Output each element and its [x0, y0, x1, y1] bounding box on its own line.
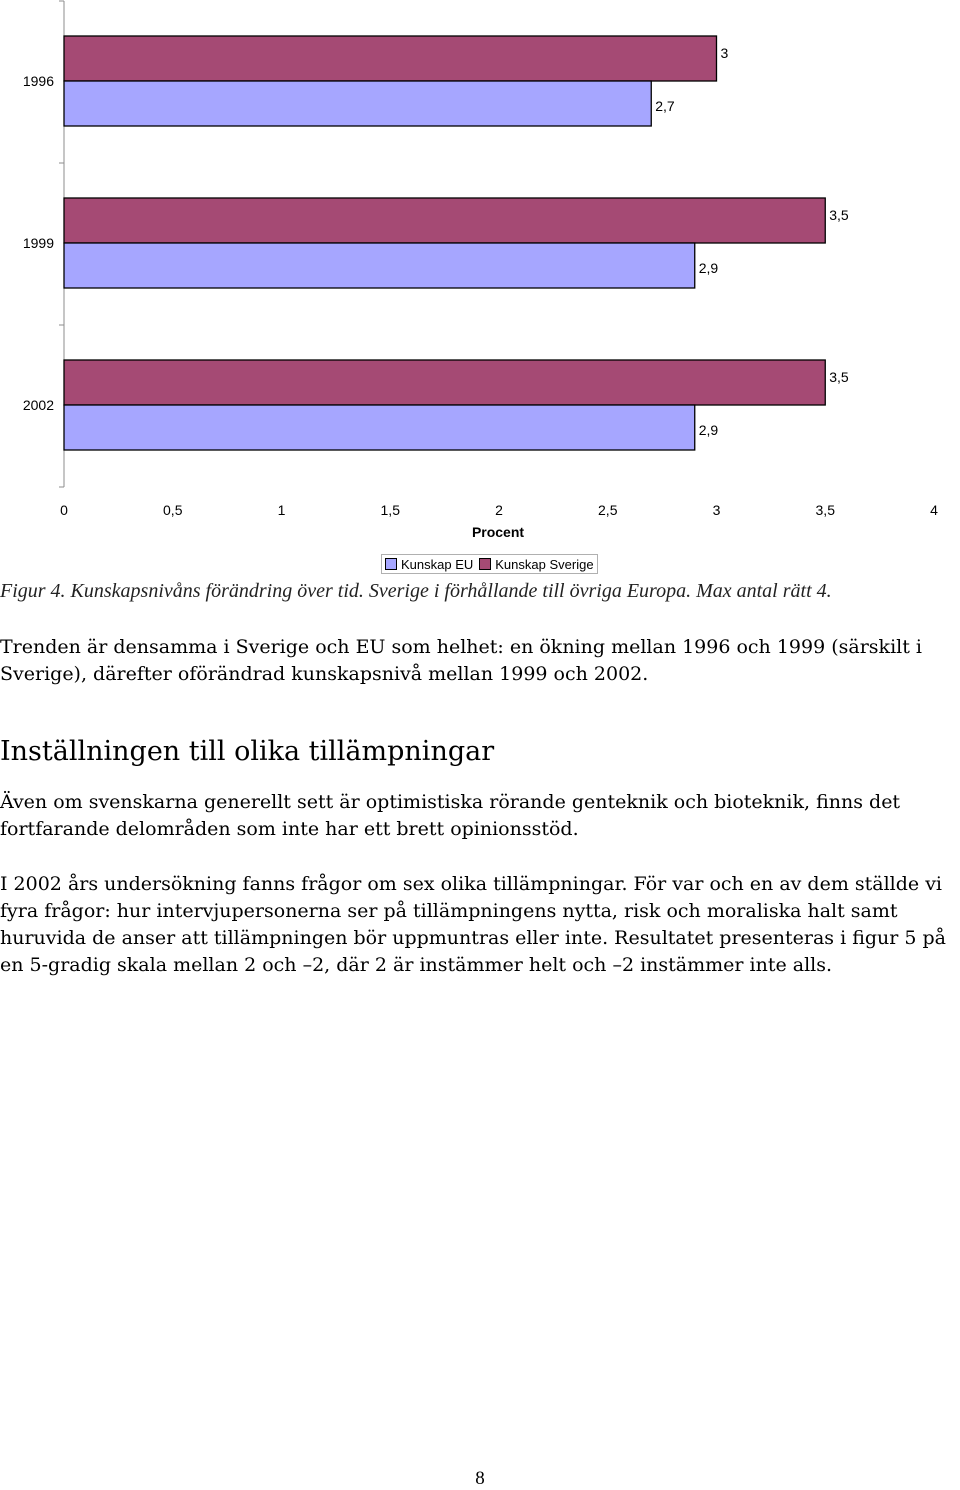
data-label-kunskap-eu-2002: 2,9 — [698, 422, 719, 438]
category-label-2002: 2002 — [22, 397, 54, 413]
chart-legend — [381, 554, 598, 574]
paragraph-intro: Även om svenskarna generellt sett är optimistiska rörande genteknik och bioteknik, finns det fortfarande delområden som inte har ett brett opinionsstöd. — [0, 791, 901, 840]
legend-item-sverige — [479, 557, 593, 572]
legend-label-eu: Kunskap EU — [401, 556, 474, 572]
x-tick-label: 0,5 — [163, 502, 183, 518]
bar-kunskap-sverige-1999 — [64, 198, 825, 243]
paragraph-trend: Trenden är densamma i Sverige och EU som helhet: en ökning mellan 1996 och 1999 (särskilt i Sverige), därefter oförändrad kunskapsnivå mellan 1999 och 2002. — [0, 636, 922, 685]
chart-x-tick-labels — [60, 502, 938, 518]
section-heading: Inställningen till olika tillämpningar — [0, 736, 495, 767]
chart-axes — [59, 1, 64, 487]
data-label-kunskap-sverige-1996: 3 — [720, 45, 729, 61]
figure-caption: Figur 4. Kunskapsnivåns förändring över tid. Sverige i förhållande till övriga Europa. Max antal rätt 4. — [0, 580, 832, 602]
x-tick-label: 2 — [495, 502, 503, 518]
x-tick-label: 4 — [930, 502, 938, 518]
x-tick-label: 1,5 — [380, 502, 400, 518]
category-label-1996: 1996 — [22, 73, 54, 89]
legend-item-eu — [385, 557, 473, 572]
bar-kunskap-sverige-2002 — [64, 360, 825, 405]
data-label-kunskap-eu-1996: 2,7 — [655, 98, 675, 114]
paragraph-survey: I 2002 års undersökning fanns frågor om sex olika tillämpningar. För var och en av dem ställde vi fyra frågor: hur intervjupersonerna ser på tillämpningens nytta, risk och moraliska halt samt huruvida de anser att tillämpningen bör uppmuntras eller inte. Resultatet presenteras i figur 5 på en 5-gradig skala mellan 2 och –2, där 2 är instämmer helt och –2 instämmer inte alls. — [0, 873, 947, 976]
chart-bars — [64, 36, 825, 450]
bar-kunskap-eu-1996 — [64, 81, 651, 126]
legend-swatch-eu — [385, 558, 397, 570]
category-label-1999: 1999 — [22, 235, 54, 251]
bar-kunskap-eu-1999 — [64, 243, 695, 288]
data-label-kunskap-sverige-1999: 3,5 — [829, 207, 849, 223]
data-label-kunskap-sverige-2002: 3,5 — [829, 369, 849, 385]
x-tick-label: 0 — [60, 502, 68, 518]
bar-chart — [0, 0, 960, 550]
page-number: 8 — [475, 1468, 485, 1489]
data-label-kunskap-eu-1999: 2,9 — [698, 260, 719, 276]
bar-kunskap-eu-2002 — [64, 405, 695, 450]
x-tick-label: 3 — [712, 502, 721, 518]
x-axis-title: Procent — [471, 524, 525, 540]
x-tick-label: 1 — [277, 502, 286, 518]
legend-label-sverige: Kunskap Sverige — [495, 556, 594, 572]
bar-kunskap-sverige-1996 — [64, 36, 717, 81]
chart-category-labels — [23, 73, 54, 413]
x-tick-label: 3,5 — [815, 502, 835, 518]
x-tick-label: 2,5 — [598, 502, 618, 518]
legend-swatch-sverige — [479, 558, 491, 570]
